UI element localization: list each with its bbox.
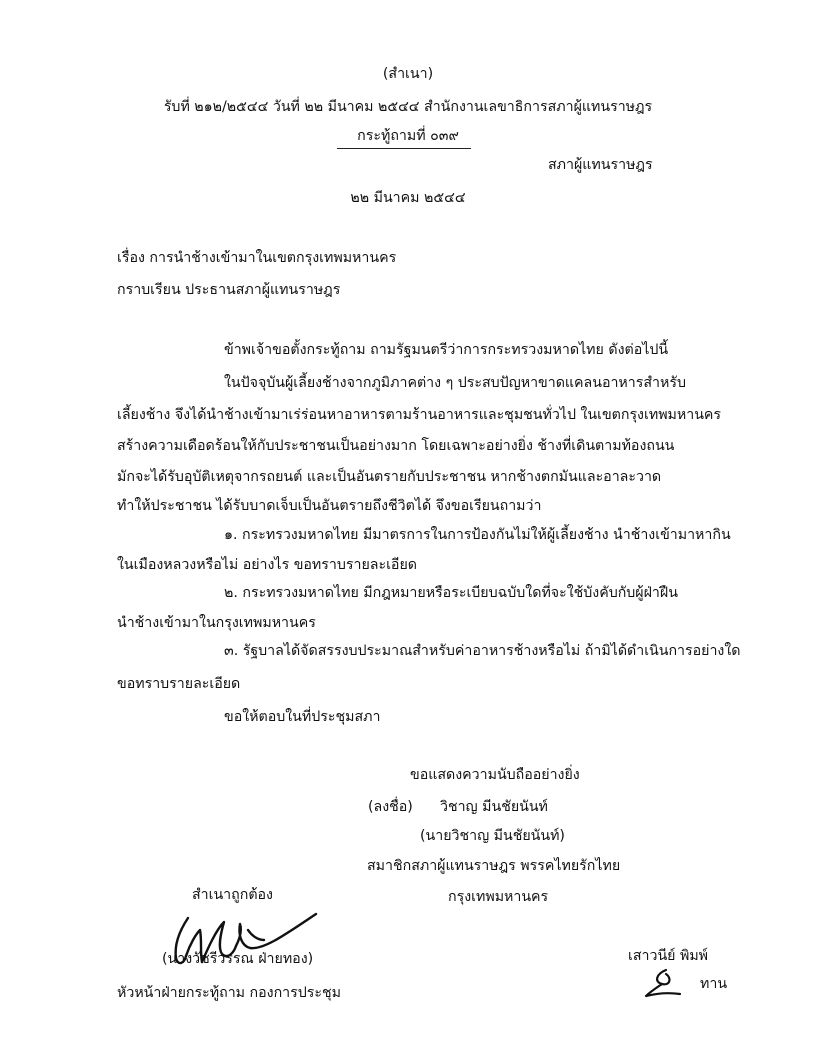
closing-request: ขอให้ตอบในที่ประชุมสภา	[224, 709, 381, 725]
body-line: มักจะได้รับอุบัติเหตุจากรถยนต์ และเป็นอันตรายกับประชาชน หากช้างตกมันและอาละวาด	[117, 469, 662, 485]
certifier-name: (นางวัชรีวรรณ ฝ่ายทอง)	[162, 951, 314, 967]
question-number-underline	[337, 148, 471, 149]
body-line: เลี้ยงช้าง จึงได้นำช้างเข้ามาเร่ร่อนหาอาหารตามร้านอาหารและชุมชนทั่วไป ในเขตกรุงเทพมหานคร	[117, 407, 722, 423]
checker-label: ทาน	[700, 976, 728, 992]
question-2: ๒. กระทรวงมหาดไทย มีกฎหมายหรือระเบียบฉบับใดที่จะใช้บังคับกับผู้ฝ่าฝืน	[224, 585, 678, 601]
body-line: ในปัจจุบันผู้เลี้ยงช้างจากภูมิภาคต่าง ๆ ประสบปัญหาขาดแคลนอาหารสำหรับ	[224, 375, 686, 391]
house-name: สภาผู้แทนราษฎร	[548, 157, 653, 173]
question-3-continued: ขอทราบรายละเอียด	[117, 676, 241, 692]
question-1: ๑. กระทรวงมหาดไทย มีมาตรการในการป้องกันไม่ให้ผู้เลี้ยงช้าง นำช้างเข้ามาหากิน	[224, 527, 731, 543]
question-2-continued: นำช้างเข้ามาในกรุงเทพมหานคร	[117, 615, 316, 631]
receipt-line: รับที่ ๒๑๒/๒๕๔๔ วันที่ ๒๒ มีนาคม ๒๕๔๔ สำนักงานเลขาธิการสภาผู้แทนราษฎร	[163, 99, 653, 115]
signer-province: กรุงเทพมหานคร	[448, 889, 549, 905]
checker-initial-icon	[642, 966, 686, 1000]
body-line: สร้างความเดือดร้อนให้กับประชาชนเป็นอย่างมาก โดยเฉพาะอย่างยิ่ง ช้างที่เดินตามท้องถนน	[117, 438, 675, 454]
copy-label: (สำเนา)	[382, 66, 434, 82]
certifier-title: หัวหน้าฝ่ายกระทู้ถาม กองการประชุม	[117, 985, 341, 1001]
subject-line: เรื่อง การนำช้างเข้ามาในเขตกรุงเทพมหานคร	[117, 250, 397, 266]
body-line: ทำให้ประชาชน ได้รับบาดเจ็บเป็นอันตรายถึงชีวิตได้ จึงขอเรียนถามว่า	[117, 498, 542, 514]
question-3: ๓. รัฐบาลได้จัดสรรงบประมาณสำหรับค่าอาหารช้างหรือไม่ ถ้ามิได้ดำเนินการอย่างใด	[224, 643, 741, 659]
signer-position: สมาชิกสภาผู้แทนราษฎร พรรคไทยรักไทย	[367, 858, 621, 874]
document-date: ๒๒ มีนาคม ๒๕๔๔	[350, 190, 466, 206]
question-number: กระทู้ถามที่ ๐๓๙	[357, 128, 459, 144]
regards-line: ขอแสดงความนับถืออย่างยิ่ง	[410, 767, 580, 783]
signed-label: (ลงชื่อ)	[368, 799, 413, 815]
salutation-line: กราบเรียน ประธานสภาผู้แทนราษฎร	[117, 282, 341, 298]
intro-paragraph: ข้าพเจ้าขอตั้งกระทู้ถาม ถามรัฐมนตรีว่าการกระทรวงมหาดไทย ดังต่อไปนี้	[224, 342, 669, 358]
signed-name: วิชาญ มีนชัยนันท์	[440, 799, 548, 815]
certified-copy-label: สำเนาถูกต้อง	[192, 887, 273, 903]
signer-full-name: (นายวิชาญ มีนชัยนันท์)	[420, 828, 565, 844]
question-1-continued: ในเมืองหลวงหรือไม่ อย่างไร ขอทราบรายละเอียด	[117, 557, 417, 573]
typist-name: เสาวนีย์ พิมพ์	[628, 948, 709, 964]
